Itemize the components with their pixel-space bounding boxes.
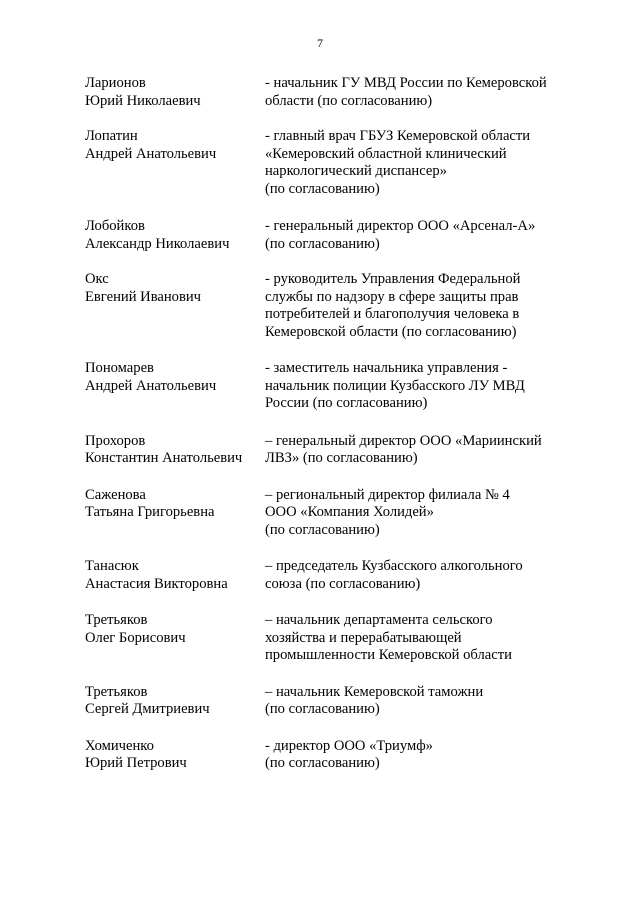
member-entry [85, 433, 585, 468]
member-position [265, 75, 585, 110]
position-line: – начальник Кемеровской таможни [265, 683, 484, 700]
member-position [265, 612, 585, 665]
page-number: 7 [317, 36, 323, 50]
member-surname: Третьяков [85, 612, 148, 628]
member-position [265, 487, 585, 540]
member-entry [85, 271, 585, 341]
position-line: хозяйства и перерабатывающей [265, 629, 462, 646]
member-name [85, 271, 265, 341]
member-surname: Лобойков [85, 218, 145, 234]
member-entry [85, 558, 585, 593]
position-line: (по согласованию) [265, 521, 380, 538]
member-given-name: Андрей Анатольевич [85, 377, 217, 394]
position-line: Кемеровской области (по согласованию) [265, 323, 517, 340]
position-line: - генеральный директор ООО «Арсенал-А» [265, 218, 536, 234]
member-given-name: Александр Николаевич [85, 235, 230, 252]
position-line: «Кемеровский областной клинический [265, 145, 507, 162]
position-line: – региональный директор филиала № 4 [265, 486, 510, 503]
member-entry [85, 487, 585, 540]
member-position [265, 271, 585, 341]
member-name [85, 738, 265, 773]
position-line: - начальник ГУ МВД России по Кемеровской [265, 75, 547, 91]
member-name [85, 487, 265, 540]
member-position [265, 360, 585, 413]
member-surname: Окс [85, 271, 109, 287]
position-line: начальник полиции Кузбасского ЛУ МВД [265, 377, 525, 394]
member-entry [85, 612, 585, 665]
position-line: (по согласованию) [265, 755, 380, 771]
position-line: - главный врач ГБУЗ Кемеровской области [265, 128, 531, 144]
member-surname: Саженова [85, 486, 146, 503]
member-entry [85, 684, 585, 719]
position-line: (по согласованию) [265, 180, 380, 197]
position-line: наркологический диспансер» [265, 163, 447, 179]
member-entry [85, 128, 585, 198]
member-name [85, 433, 265, 468]
position-line: – генеральный директор ООО «Мариинский [265, 432, 542, 449]
member-entry [85, 360, 585, 413]
member-name [85, 558, 265, 593]
member-position [265, 218, 585, 253]
member-entry [85, 738, 585, 773]
member-name [85, 684, 265, 719]
member-position [265, 128, 585, 198]
member-entry [85, 218, 585, 253]
member-given-name: Сергей Дмитриевич [85, 701, 210, 717]
position-line: - директор ООО «Триумф» [265, 737, 433, 754]
member-position [265, 558, 585, 593]
member-surname: Пономарев [85, 360, 154, 376]
position-line: союза (по согласованию) [265, 575, 421, 592]
member-given-name: Олег Борисович [85, 629, 186, 646]
position-line: – начальник департамента сельского [265, 612, 493, 628]
member-surname: Хомиченко [85, 737, 154, 754]
member-surname: Ларионов [85, 75, 146, 91]
position-line: области (по согласованию) [265, 92, 433, 109]
member-position [265, 684, 585, 719]
member-surname: Лопатин [85, 128, 138, 144]
member-given-name: Татьяна Григорьевна [85, 504, 215, 520]
position-line: - заместитель начальника управления - [265, 360, 508, 376]
position-line: - руководитель Управления Федеральной [265, 271, 521, 287]
member-given-name: Константин Анатольевич [85, 450, 243, 466]
position-line: ЛВЗ» (по согласованию) [265, 450, 418, 466]
position-line: службы по надзору в сфере защиты прав [265, 288, 519, 305]
position-line: ООО «Компания Холидей» [265, 504, 434, 520]
member-name [85, 612, 265, 665]
position-line: промышленности Кемеровской области [265, 647, 512, 663]
member-name [85, 360, 265, 413]
member-name [85, 218, 265, 253]
member-roster [85, 75, 585, 791]
member-surname: Танасюк [85, 558, 139, 574]
member-surname: Прохоров [85, 432, 146, 449]
member-position [265, 738, 585, 773]
position-line: (по согласованию) [265, 235, 380, 252]
member-given-name: Андрей Анатольевич [85, 145, 217, 162]
member-name [85, 75, 265, 110]
position-line: (по согласованию) [265, 701, 380, 717]
member-given-name: Евгений Иванович [85, 288, 202, 305]
position-line: России (по согласованию) [265, 395, 428, 411]
member-given-name: Анастасия Викторовна [85, 575, 228, 592]
member-position [265, 433, 585, 468]
position-line: – председатель Кузбасского алкогольного [265, 558, 523, 574]
member-given-name: Юрий Петрович [85, 755, 187, 771]
member-name [85, 128, 265, 198]
member-given-name: Юрий Николаевич [85, 92, 201, 109]
member-surname: Третьяков [85, 683, 148, 700]
member-entry [85, 75, 585, 110]
position-line: потребителей и благополучия человека в [265, 306, 520, 322]
